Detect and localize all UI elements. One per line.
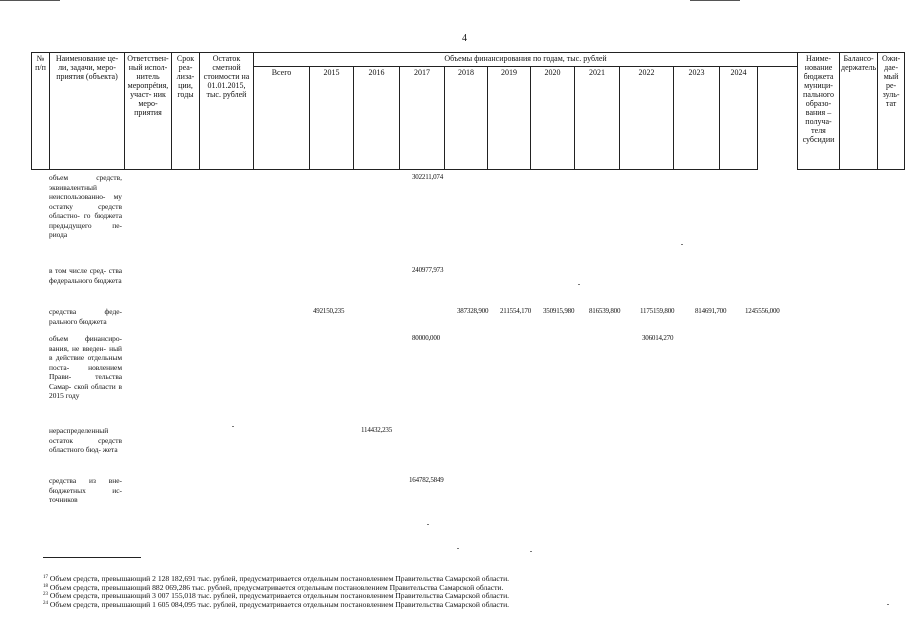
footnote-number: 17 <box>43 575 48 580</box>
row-value-cell: 814691,700 <box>695 307 727 315</box>
row-label-undistributed-remainder: нераспределенный остаток средств областного бюд- жета <box>49 426 122 454</box>
col-name-header: Наименование це- ли, задачи, меро- приятия (объекта) <box>50 53 125 170</box>
top-edge-line-right <box>690 0 740 1</box>
row-label-federal-part: в том числе сред- ства федерального бюджета <box>49 266 122 285</box>
scan-speck <box>681 244 683 245</box>
col-num-header: № п/п <box>32 53 50 170</box>
row-value-cell: 387328,900 <box>457 307 489 315</box>
year-header-total: Всего <box>254 67 310 170</box>
row-label-unused-remainder: объем средств, эквивалентный неиспользованно- му остатку средств областно- го бюджета предыдущего пе- риода <box>49 173 122 239</box>
col-remainder-header: Остаток сметной стоимости на 01.01.2015, тыс. рублей <box>200 53 254 170</box>
col-financing-header: Объемы финансирования по годам, тыс. рублей <box>254 53 798 67</box>
footnotes <box>43 575 509 609</box>
col-term-header: Срок реа- лиза- ции, годы <box>172 53 200 170</box>
year-header-2022: 2022 <box>620 67 674 170</box>
row-value-cell: 240977,973 <box>412 266 444 274</box>
year-header-2016: 2016 <box>354 67 400 170</box>
scan-speck <box>530 551 532 552</box>
scan-speck <box>887 604 889 605</box>
footnote-text: Объем средств, превышающий 2 128 182,691 тыс. рублей, предусматривается отдельным постановлением Правительства Самарской области. <box>49 574 510 583</box>
top-edge-line-left <box>0 0 60 1</box>
col-result-header: Ожи- дае- мый ре- зуль- тат <box>878 53 905 170</box>
col-holder-header: Балансо- держатель <box>840 53 878 170</box>
row-value-cell: 816539,800 <box>589 307 621 315</box>
row-value-cell: 350915,980 <box>543 307 575 315</box>
row-label-federal-budget: средства феде- рального бюджета <box>49 307 122 326</box>
year-header-2019: 2019 <box>488 67 531 170</box>
footnote-number: 24 <box>43 600 48 606</box>
footnote-text: Объем средств, превышающий 3 007 155,018 тыс. рублей, предусматривается отдельным постановлением Правительства Самарской области. <box>49 591 510 601</box>
footnote-text: Объем средств, превышающий 882 069,286 тыс. рублей, предусматривается отдельным постановлением Правительства Самарской области. <box>49 582 504 592</box>
year-header-2017: 2017 <box>400 67 445 170</box>
footnote-number: 18 <box>43 583 48 589</box>
row-value-cell: 80000,000 <box>412 334 440 342</box>
year-header-2015: 2015 <box>310 67 354 170</box>
row-value-cell: 1175159,800 <box>640 307 675 315</box>
row-value-cell: 164782,5849 <box>409 476 444 484</box>
row-value-cell: 1245556,000 <box>745 307 780 315</box>
scan-speck <box>232 426 234 427</box>
row-label-not-enacted-2015: объем финансиро- вания, не введен- ный в действие отдельным поста- новлением Прави- тельства Самар- ской области в 2015 году <box>49 334 122 400</box>
footnote-text: Объем средств, превышающий 1 605 084,095 тыс. рублей, предусматривается отдельным постановлением Правительства Самарской области. <box>49 599 510 609</box>
page-number: 4 <box>462 33 467 44</box>
scan-speck <box>578 284 580 285</box>
year-header-spacer <box>758 67 798 170</box>
footnote-item <box>43 601 509 610</box>
col-municipality-header: Наиме- нование бюджета муници- пального образо- вания – получа- теля субсидии <box>798 53 840 170</box>
row-value-cell: 306014,270 <box>642 334 674 342</box>
scan-speck <box>427 524 429 525</box>
scan-speck <box>457 548 459 549</box>
footnote-separator <box>43 557 141 558</box>
row-value-cell: 114432,235 <box>361 426 392 434</box>
year-header-2024: 2024 <box>720 67 758 170</box>
row-label-extrabudgetary: средства из вне- бюджетных ис- точников <box>49 476 122 504</box>
row-value-cell: 492150,235 <box>313 307 345 315</box>
year-header-2020: 2020 <box>531 67 575 170</box>
row-value-cell: 211554,170 <box>500 307 531 315</box>
row-value-cell: 302211,074 <box>412 173 443 181</box>
table-header <box>31 52 905 170</box>
year-header-2021: 2021 <box>575 67 620 170</box>
footnote-number: 23 <box>43 592 48 598</box>
year-header-2023: 2023 <box>674 67 720 170</box>
year-header-2018: 2018 <box>445 67 488 170</box>
col-executor-header: Ответствен- ный испол- нитель меропрétия, участ- ник меро- приятия <box>125 53 172 170</box>
